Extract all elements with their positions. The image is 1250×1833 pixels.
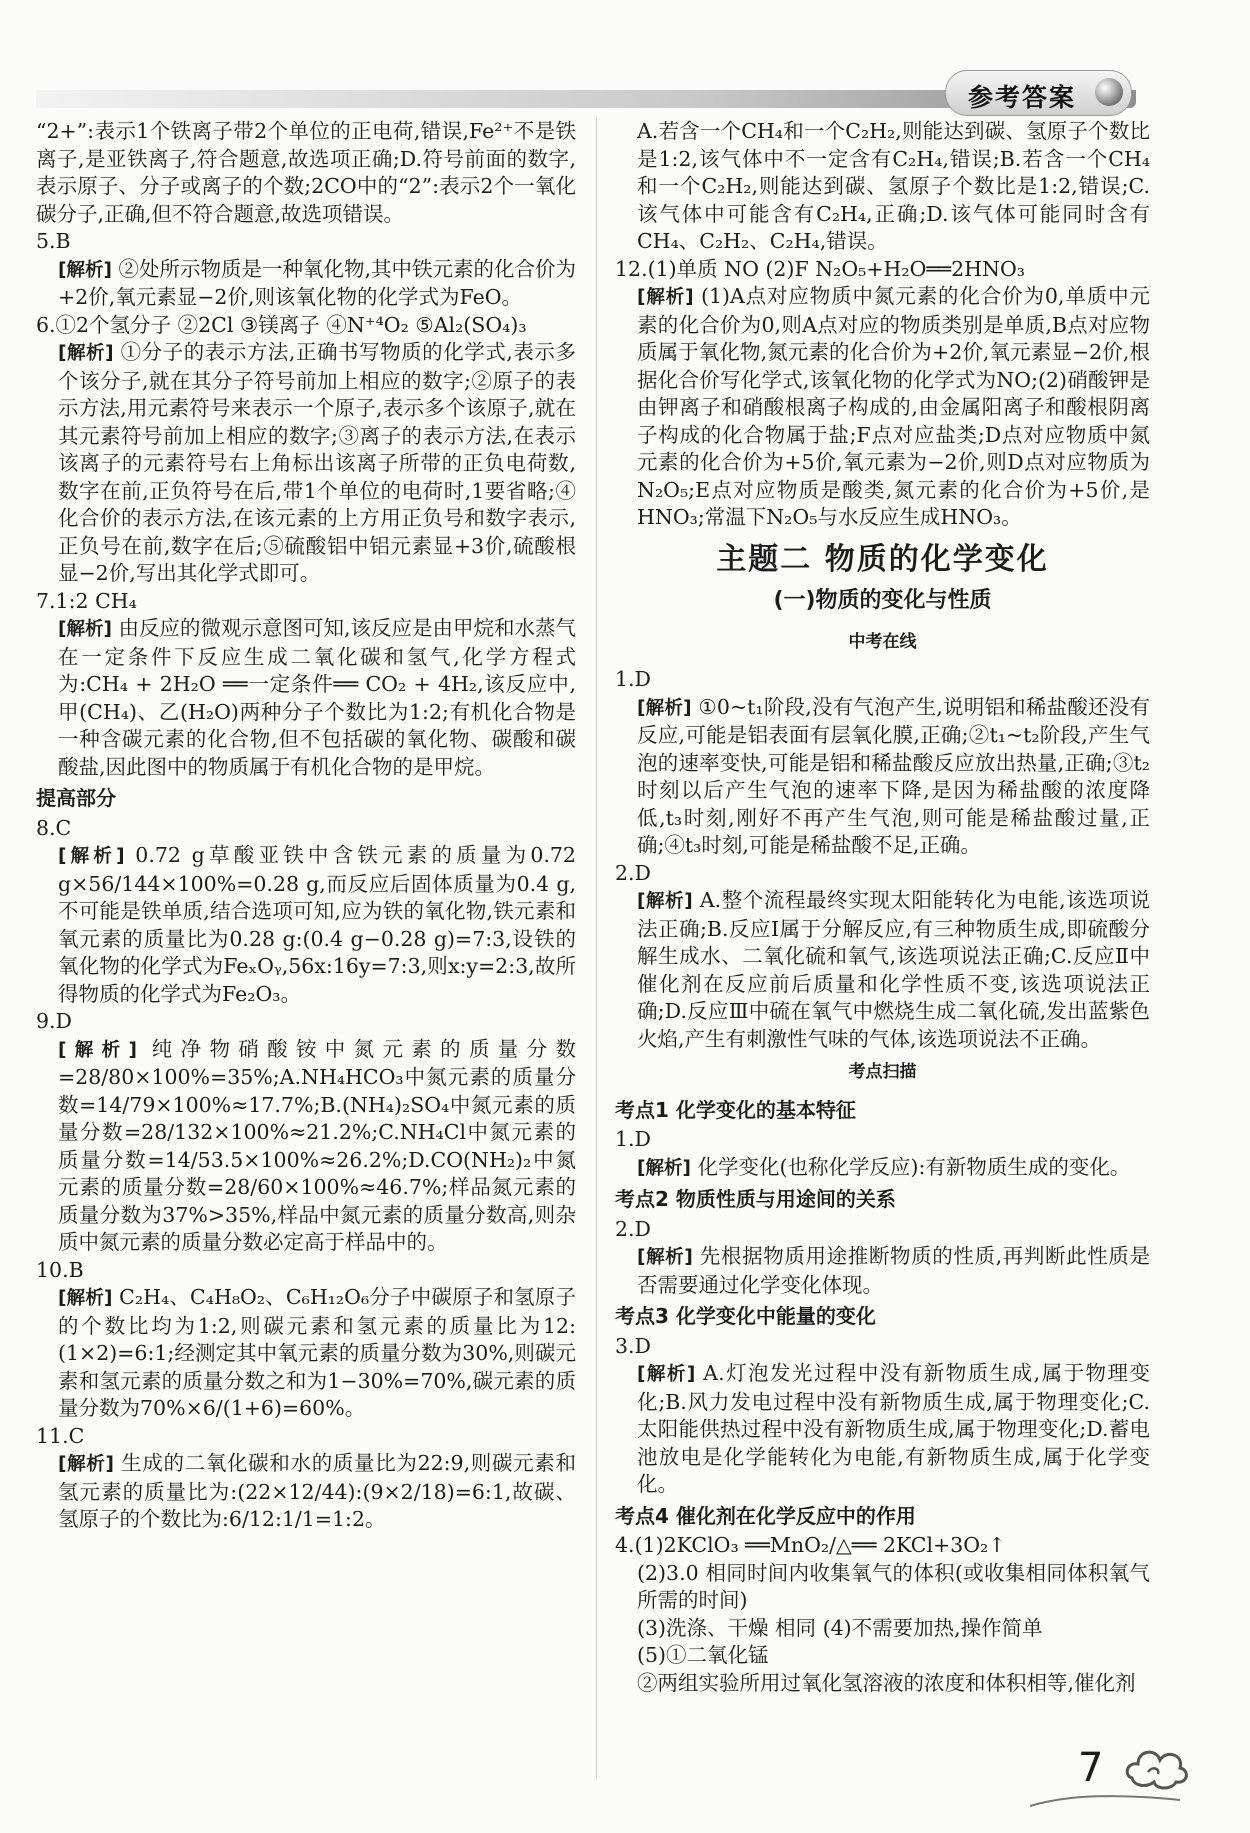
section-label: 考点3 化学变化中能量的变化: [615, 1304, 876, 1328]
analysis-paragraph: [615, 1154, 1150, 1183]
analysis-text: 纯净物硝酸铵中氮元素的质量分数=28/80×100%=35%;A.NH₄HCO₃中氮元素的质量分数=14/79×100%≈17.7%;B.(NH₄)₂SO₄中氮元素的质量分数=28/132×100%≈21.2%;C.NH₄Cl中氮元素的质量分数=14/53.5×100%≈26.2%;D.CO(NH₂)₂中氮元素的质量分数=28/60×100%≈46.7%;样品氮元素的质量分数为37%>35%,样品中氮元素的质量分数高,则杂质中氮元素的质量分数必定高于样品中的。: [58, 1036, 576, 1254]
analysis-tag: [解析]: [637, 287, 694, 308]
answer-line: (5)①二氧化锰: [637, 1643, 769, 1667]
answer-line: 1.D: [615, 1127, 651, 1151]
analysis-paragraph: [36, 256, 576, 312]
analysis-text: C₂H₄、C₄H₈O₂、C₆H₁₂O₆分子中碳原子和氢原子的个数比均为1:2,则碳元素和氢元素的质量比为12:(1×2)=6:1;经测定其中氧元素的质量分数为30%,则碳元素和氢元素的质量分数之和为1−30%=70%,碳元素的质量分数为70%×6/(1+6)=60%。: [58, 1285, 576, 1420]
answer-line: 4.(1)2KClO₃ ══MnO₂/△══ 2KCl+3O₂↑: [615, 1533, 1006, 1557]
section-label: 考点1 化学变化的基本特征: [615, 1097, 856, 1122]
analysis-tag: [解析]: [637, 1247, 693, 1268]
page-number: 7: [1078, 1745, 1104, 1791]
answer-line: A.若含一个CH₄和一个C₂H₂,则能达到碳、氢原子个数比是1:2,该气体中不一定含有C₂H₄,错误;B.若含一个CH₄和一个C₂H₂,则能达到碳、氢原子个数比是1:2,错误;C.该气体中可能含有C₂H₄,正确;D.该气体可能同时含有CH₄、C₂H₂、C₂H₄,错误。: [637, 119, 1150, 253]
analysis-text: A.灯泡发光过程中没有新物质生成,属于物理变化;B.风力发电过程中没有新物质生成,属于物理变化;C.太阳能供热过程中没有新物质生成,属于物理变化;D.蓄电池放电是化学能转化为电能,有新物质生成,属于化学变化。: [637, 1361, 1150, 1496]
analysis-paragraph: [36, 842, 576, 1008]
answer-line: 7.1:2 CH₄: [36, 588, 137, 613]
analysis-tag: [解析]: [58, 343, 114, 364]
column-divider: [596, 118, 597, 1778]
answer-line: 10.B: [36, 1257, 84, 1282]
analysis-tag: [解析]: [58, 619, 112, 640]
answer-line: (2)3.0 相同时间内收集氧气的体积(或收集相同体积氧气所需的时间): [637, 1560, 1150, 1612]
subtopic-title: (一)物质的变化与性质: [773, 588, 992, 613]
left-column: [36, 118, 576, 1534]
answer-line: 6.①2个氢分子 ②2Cl ③镁离子 ④N⁺⁴O₂ ⑤Al₂(SO₄)₃: [36, 312, 527, 337]
analysis-text: 化学变化(也称化学反应):有新物质生成的变化。: [697, 1154, 1131, 1179]
section-label: 提高部分: [36, 786, 116, 810]
analysis-text: ②处所示物质是一种氧化物,其中铁元素的化合价为+2价,氧元素显−2价,则该氧化物的化学式为FeO。: [58, 256, 576, 309]
analysis-text: ①分子的表示方法,正确书写物质的化学式,表示多个该分子,就在其分子符号前加上相应的数字;②原子的表示方法,用元素符号来表示一个原子,表示多个该原子,就在其元素符号前加上相应的数字;③离子的表示方法,在表示该离子的元素符号右上角标出该离子所带的正负电荷数,数字在前,正负符号在后,带1个单位的电荷时,1要省略;④化合价的表示方法,在该元素的上方用正负号和数字表示,正负号在前,数字在后;⑤硫酸铝中铝元素显+3价,硫酸根显−2价,写出其化学式即可。: [58, 340, 576, 585]
analysis-tag: [解析]: [637, 697, 692, 719]
analysis-text: 生成的二氧化碳和水的质量比为22:9,则碳元素和氢元素的质量比为:(22×12/44):(9×2/18)=6:1,故碳、氢原子的个数比为:6/12:1/1=1:2。: [58, 1451, 576, 1531]
analysis-paragraph: [36, 339, 576, 588]
answer-line: 2.D: [615, 1216, 651, 1241]
analysis-paragraph: [615, 1360, 1150, 1499]
analysis-tag: [解析]: [58, 846, 125, 867]
analysis-tag: [解析]: [58, 259, 112, 281]
analysis-paragraph: [615, 694, 1150, 860]
badge-ball-icon: [1095, 78, 1123, 106]
swoosh-ornament-icon: [1030, 1790, 1180, 1810]
answer-line: ②两组实验所用过氧化氢溶液的浓度和体积相等,催化剂: [637, 1670, 1136, 1695]
badge-label: 参考答案: [968, 83, 1077, 112]
answer-line: (3)洗涤、干燥 相同 (4)不需要加热,操作简单: [637, 1615, 1043, 1640]
analysis-paragraph: [615, 1243, 1150, 1299]
answer-line: “2+”:表示1个铁离子带2个单位的正电荷,错误,Fe²⁺不是铁离子,是亚铁离子,符合题意,故选项正确;D.符号前面的数字,表示原子、分子或离子的个数;2CO中的“2”:表示2个一氧化碳分子,正确,但不符合题意,故选项错误。: [36, 119, 576, 226]
analysis-paragraph: [615, 887, 1150, 1053]
analysis-tag: [解析]: [637, 1364, 696, 1385]
analysis-text: 由反应的微观示意图可知,该反应是由甲烷和水蒸气在一定条件下反应生成二氧化碳和氢气,化学方程式为:CH₄ + 2H₂O ══一定条件══ CO₂ + 4H₂,该反应中,甲(CH₄)、乙(H₂O)两种分子个数比为1:2;有机化合物是一种含碳元素的化合物,但不包括碳的氧化物、碳酸和碳酸盐,因此图中的物质属于有机化合物的是甲烷。: [58, 616, 576, 779]
section-label: 考点2 物质性质与用途间的关系: [615, 1187, 896, 1211]
analysis-tag: [解析]: [637, 891, 693, 912]
subsection-title: 考点扫描: [848, 1062, 917, 1082]
analysis-text: ①0~t₁阶段,没有气泡产生,说明铝和稀盐酸还没有反应,可能是铝表面有层氧化膜,正确;②t₁~t₂阶段,产生气泡的速率变快,可能是铝和稀盐酸反应放出热量,正确;③t₂时刻以后产生气泡的速率下降,是因为稀盐酸的浓度降低,t₃时刻,刚好不再产生气泡,则可能是稀盐酸过量,正确;④t₃时刻,可能是稀盐酸不足,正确。: [637, 694, 1150, 857]
topic-title: 主题二 物质的化学变化: [716, 541, 1049, 577]
analysis-paragraph: [36, 615, 576, 781]
cloud-ornament-icon: [1122, 1738, 1192, 1798]
right-column: [615, 118, 1150, 1697]
analysis-paragraph: [36, 1284, 576, 1423]
analysis-tag: [解析]: [58, 1039, 137, 1061]
answer-line: 1.D: [615, 667, 651, 691]
analysis-text: (1)A点对应物质中氮元素的化合价为0,单质中元素的化合价为0,则A点对应的物质类别是单质,B点对应物质属于氧化物,氮元素的化合价为+2价,氧元素显−2价,根据化合价写化学式,该氧化物的化学式为NO;(2)硝酸钾是由钾离子和硝酸根离子构成的,由金属阳离子和酸根阴离子构成的化合物属于盐;F点对应盐类;D点对应物质中氮元素的化合价为+5价,氧元素为−2价,则D点对应物质为N₂O₅;E点对应物质是酸类,氮元素的化合价为+5价,是HNO₃;常温下N₂O₅与水反应生成HNO₃。: [637, 284, 1150, 529]
analysis-paragraph: [615, 283, 1150, 532]
answer-line: 2.D: [615, 860, 651, 885]
answer-line: 9.D: [36, 1009, 72, 1033]
analysis-text: A.整个流程最终实现太阳能转化为电能,该选项说法正确;B.反应Ⅰ属于分解反应,有三种物质生成,即硫酸分解生成水、二氧化硫和氧气,该选项说法正确;C.反应Ⅱ中催化剂在反应前后质量和化学性质不变,该选项说法正确;D.反应Ⅲ中硫在氧气中燃烧生成二氧化硫,发出蓝紫色火焰,产生有刺激性气味的气体,该选项说法不正确。: [637, 888, 1150, 1051]
analysis-text: 0.72 g草酸亚铁中含铁元素的质量为0.72 g×56/144×100%=0.28 g,而反应后固体质量为0.4 g,不可能是铁单质,结合选项可知,应为铁的氧化物,铁元素和氧元素的质量比为0.28 g:(0.4 g−0.28 g)=7:3,设铁的氧化物的化学式为FeₓOᵧ,56x:16y=7:3,则x:y=2:3,故所得物质的化学式为Fe₂O₃。: [58, 843, 576, 1006]
section-label: 考点4 催化剂在化学反应中的作用: [615, 1503, 916, 1528]
analysis-paragraph: [36, 1036, 576, 1257]
answer-line: 11.C: [36, 1423, 85, 1448]
answer-badge: [945, 70, 1132, 116]
answer-line: 3.D: [615, 1333, 651, 1358]
analysis-text: 先根据物质用途推断物质的性质,再判断此性质是否需要通过化学变化体现。: [637, 1244, 1150, 1297]
answer-line: 8.C: [36, 815, 72, 840]
subsection-title: 中考在线: [848, 631, 917, 652]
answer-line: 12.(1)单质 NO (2)F N₂O₅+H₂O══2HNO₃: [615, 256, 1026, 281]
analysis-tag: [解析]: [637, 1157, 691, 1179]
analysis-tag: [解析]: [58, 1454, 114, 1475]
answer-line: 5.B: [36, 229, 71, 253]
analysis-tag: [解析]: [58, 1288, 113, 1309]
analysis-paragraph: [36, 1450, 576, 1534]
